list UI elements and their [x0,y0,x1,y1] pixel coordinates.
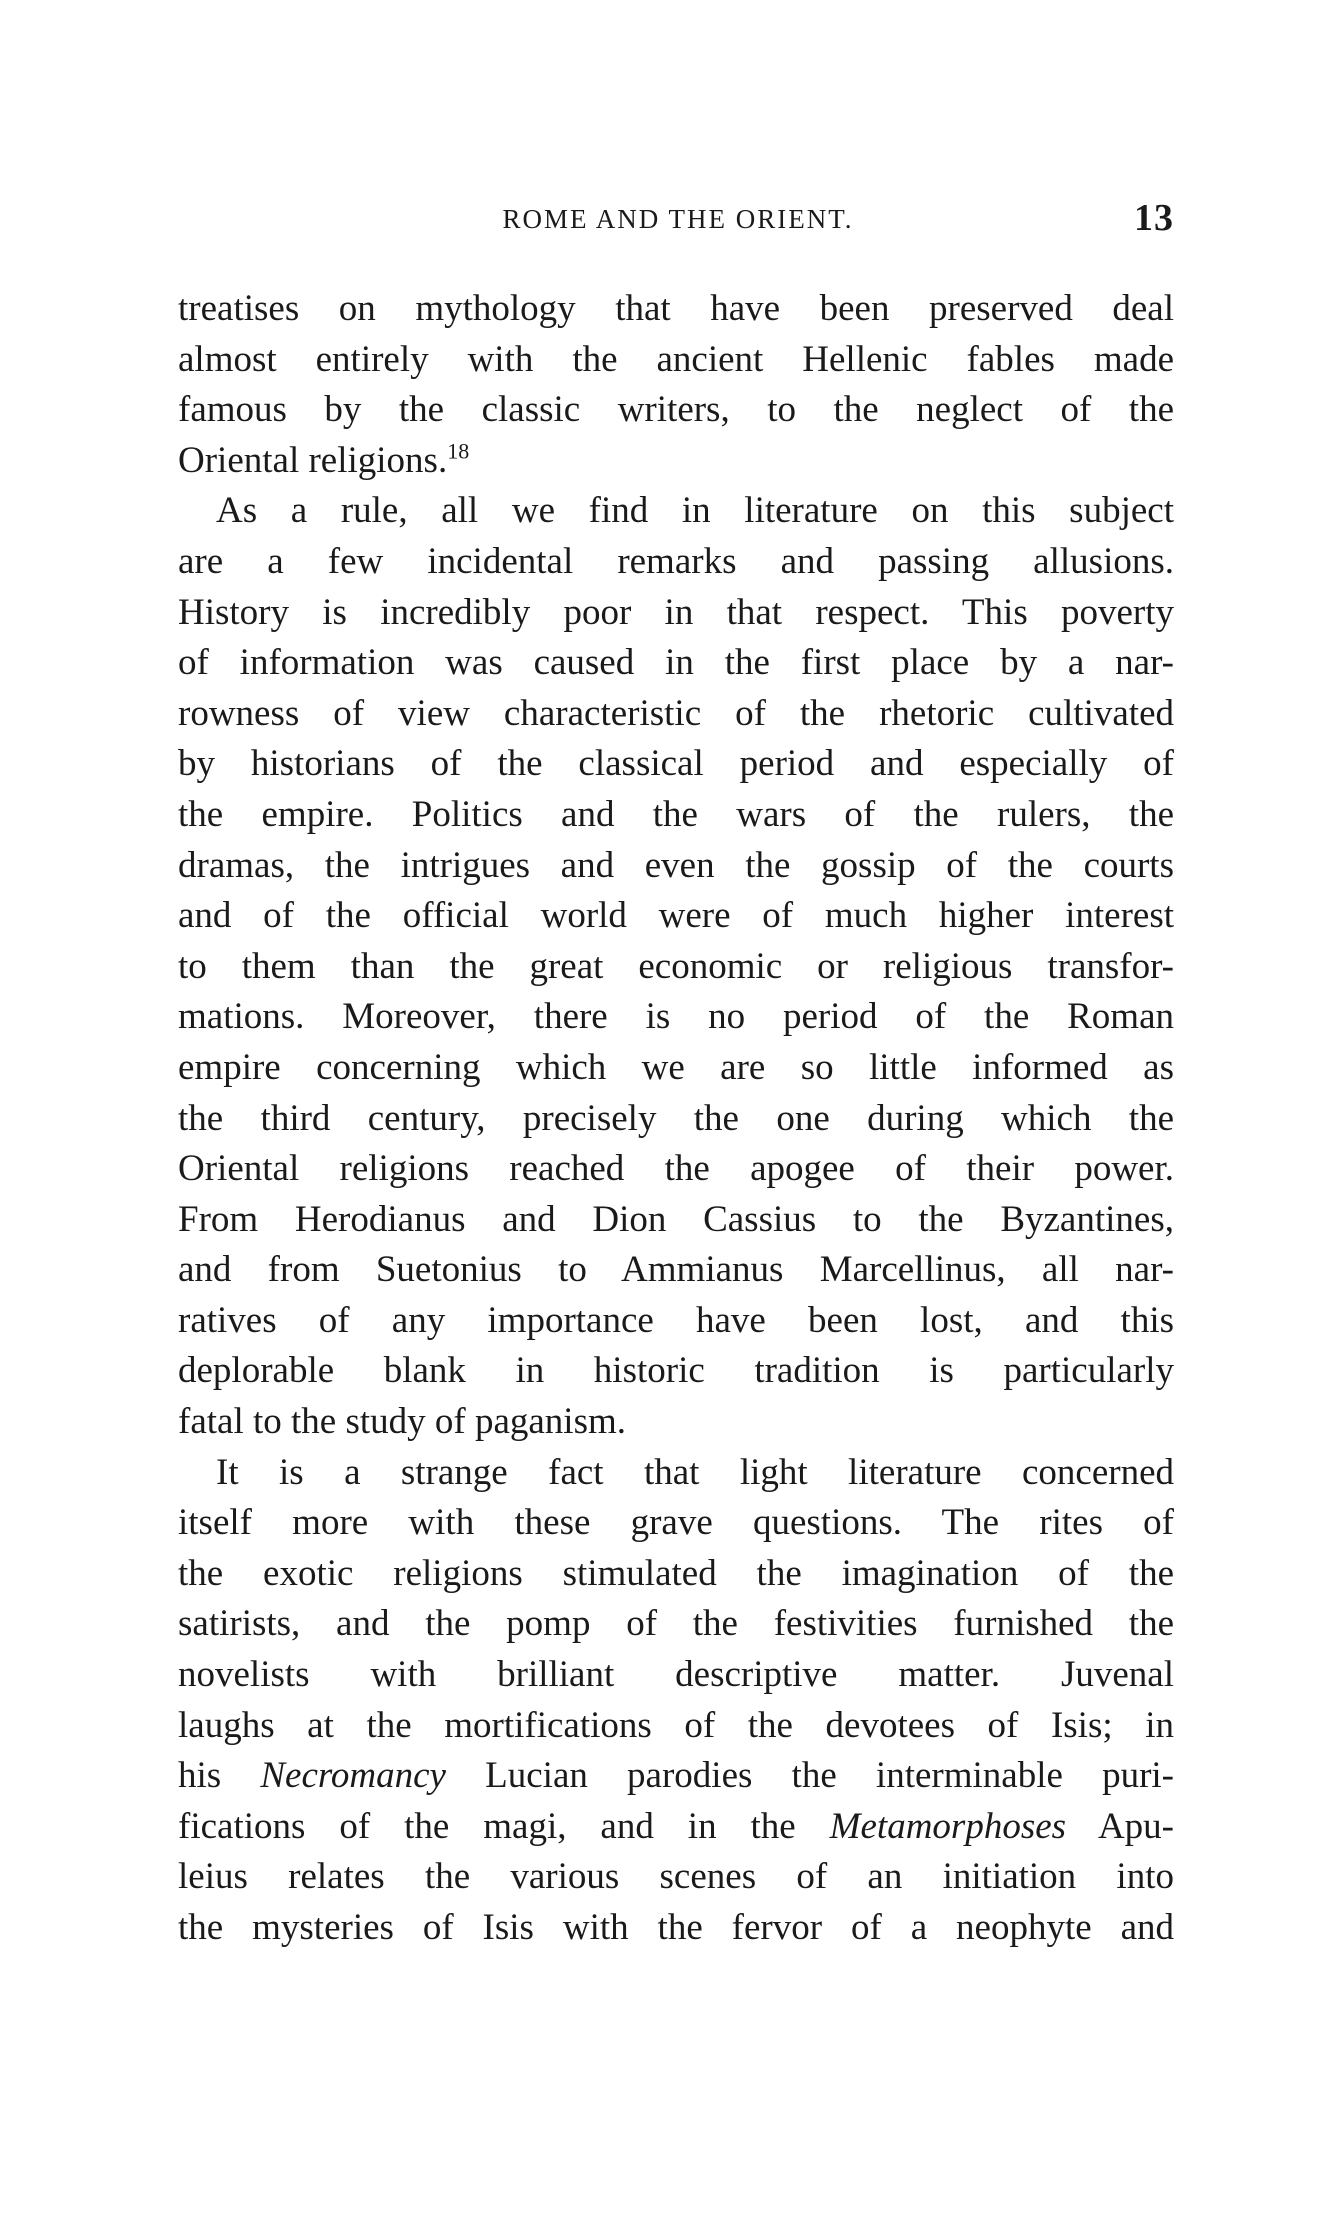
text-line: itself more with these grave questions. The rites of [178,1502,1174,1544]
text-line: and of the official world were of much higher interest [178,895,1174,937]
text-line: satirists, and the pomp of the festivities furnished the [178,1603,1174,1645]
running-head [182,196,1174,246]
text-line: the mysteries of Isis with the fervor of a neophyte and [178,1907,1174,1948]
work-title-necromancy: Necromancy [260,1755,446,1797]
text-line: Oriental religions reached the apogee of their power. [178,1148,1174,1190]
text-line: are a few incidental remarks and passing allusions. [178,540,1174,582]
text-line: and from Suetonius to Ammianus Marcellinus, all nar- [178,1249,1174,1291]
text-line: ratives of any importance have been lost, and this [178,1299,1174,1341]
text-line: novelists with brilliant descriptive matter. Juvenal [178,1654,1174,1696]
page-number: 13 [1134,197,1174,239]
work-title-metamorphoses: Metamorphoses [829,1805,1067,1847]
text-line: of information was caused in the first place by a nar- [178,642,1174,684]
text-line: the third century, precisely the one during which the [178,1097,1174,1139]
text-line: deplorable blank in historic tradition is particularly [178,1350,1174,1392]
text-line: As a rule, all we find in literature on this subject [216,490,1174,532]
text-line: fications of the magi, and in the Metamorphoses Apu- [178,1805,1174,1847]
text-line: laughs at the mortifications of the devotees of Isis; in [178,1704,1174,1746]
text-line: treatises on mythology that have been preserved deal [178,288,1174,329]
text-line: fatal to the study of paganism. [178,1401,627,1443]
body-text [178,284,1174,1954]
text-line: leius relates the various scenes of an initiation into [178,1856,1174,1898]
text-line: It is a strange fact that light literature concerned [216,1451,1174,1493]
text-line: almost entirely with the ancient Hellenic fables made [178,338,1174,380]
text-line: dramas, the intrigues and even the gossip of the courts [178,844,1174,886]
text-line: the exotic religions stimulated the imagination of the [178,1552,1174,1594]
text-line: to them than the great economic or religious transfor- [178,945,1174,987]
text-line: From Herodianus and Dion Cassius to the Byzantines, [178,1198,1174,1240]
text-line: empire concerning which we are so little informed as [178,1046,1174,1088]
text-line: Oriental religions.$^{18}$ [178,438,470,481]
running-title: ROME AND THE ORIENT. [502,204,854,234]
footnote-reference: 18 [447,438,470,464]
text-line: History is incredibly poor in that respect. This poverty [178,591,1174,633]
text-line: rowness of view characteristic of the rhetoric cultivated [178,692,1174,734]
text-line: the empire. Politics and the wars of the rulers, the [178,793,1174,835]
text-line: by historians of the classical period and especially of [178,743,1174,785]
text-line: mations. Moreover, there is no period of the Roman [178,996,1174,1038]
text-line: his Necromancy Lucian parodies the interminable puri- [178,1755,1174,1797]
text-line: famous by the classic writers, to the neglect of the [178,389,1174,431]
